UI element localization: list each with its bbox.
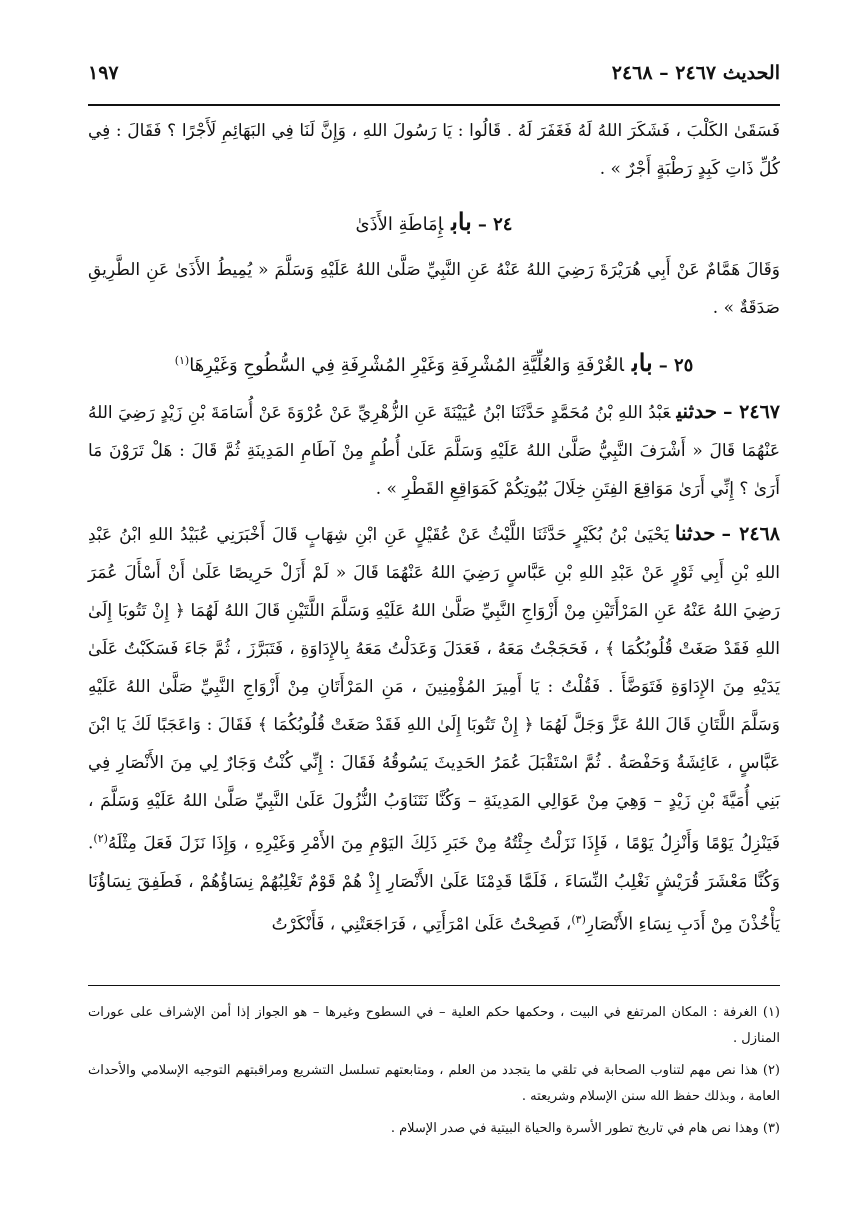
footnotes — [88, 985, 780, 1148]
intro-paragraph: فَسَقَىٰ الكَلْبَ ، فَشَكَرَ اللهُ لَهُ فَغَفَرَ لَهُ . قَالُوا : يَا رَسُولَ اللهِ ، وَإِنَّ لَنَا فِي البَهَائِمِ لَأَجْرًا ؟ فَقَالَ : فِي كُلِّ ذَاتِ كَبِدٍ رَطْبَةٍ أَجْرٌ » . — [88, 121, 780, 179]
book-page — [88, 62, 780, 943]
hadith-text-part1: يَحْيَىٰ بْنُ بُكَيْرٍ حَدَّثَنَا اللَّيْثُ عَنْ عُقَيْلٍ عَنِ ابْنِ شِهَابٍ قَالَ أَخْبَرَنِي عُبَيْدُ اللهِ ابْنُ عَبْدِ اللهِ بْنِ أَبِي ثَوْرٍ عَنْ عَبْدِ اللهِ بْنِ عَبَّاسٍ رَضِيَ اللهُ عَنْهُمَا قَالَ « لَمْ أَزَلْ حَرِيصًا عَلَىٰ أَنْ أَسْأَلَ عُمَرَ رَضِيَ اللهُ عَنْهُ عَنِ المَرْأَتَيْنِ مِنْ أَزْوَاجِ النَّبِيِّ صَلَّىٰ اللهُ عَلَيْهِ وَسَلَّمَ اللَّتَيْنِ قَالَ اللهُ لَهُمَا ﴿ إِنْ تَتُوبَا إِلَىٰ اللهِ فَقَدْ صَغَتْ قُلُوبُكُمَا ﴾ ، فَحَجَجْتُ مَعَهُ ، فَعَدَلَ وَعَدَلْتُ مَعَهُ بِالإِدَاوَةِ ، فَتَبَرَّزَ ، ثُمَّ جَاءَ فَسَكَبْتُ عَلَىٰ يَدَيْهِ مِنَ الإِدَاوَةِ فَتَوَضَّأَ . فَقُلْتُ : يَا أَمِيرَ المُؤْمِنِينَ ، مَنِ المَرْأَتَانِ مِنْ أَزْوَاجِ النَّبِيِّ صَلَّىٰ اللهُ عَلَيْهِ وَسَلَّمَ اللَّتَانِ قَالَ اللهُ عَزَّ وَجَلَّ لَهُمَا ﴿ إِنْ تَتُوبَا إِلَىٰ اللهِ فَقَدْ صَغَتْ قُلُوبُكُمَا ﴾ فَقَالَ : وَاعَجَبًا لَكَ يَا ابْنَ عَبَّاسٍ ، عَائِشَةُ وَحَفْصَةُ . ثُمَّ اسْتَقْبَلَ عُمَرُ الحَدِيثَ يَسُوقُهُ فَقَالَ : إِنِّي كُنْتُ وَجَارٌ لِي مِنَ الأَنْصَارِ فِي بَنِي أُمَيَّةَ بْنِ زَيْدٍ – وَهِيَ مِنْ عَوَالِي المَدِينَةِ – وَكُنَّا نَتَنَاوَبُ النُّزُولَ عَلَىٰ النَّبِيِّ صَلَّىٰ اللهُ عَلَيْهِ وَسَلَّمَ ، فَيَنْزِلُ يَوْمًا وَأَنْزِلُ يَوْمًا ، فَإِذَا نَزَلْتُ جِئْتُهُ مِنْ خَبَرِ ذَلِكَ اليَوْمِ مِنَ الأَمْرِ وَغَيْرِهِ ، وَإِذَا نَزَلَ فَعَلَ مِثْلَهُ — [88, 525, 780, 854]
chapter-title: إِمَاطَةِ الأَذَىٰ — [355, 214, 444, 235]
hadith-2468 — [88, 514, 780, 943]
footnote-marker: (٢) — [93, 832, 108, 845]
footnote-2: (٢) هذا نص مهم لتناوب الصحابة في تلقي ما يتجدد من العلم ، ومتابعتهم تسلسل التشريع ومراقبتهم التوجيه الإسلامي والأحداث العامة ، وبذلك حفظ الله سنن الإسلام وشريعته . — [88, 1063, 780, 1104]
chapter-24-text: وَقَالَ هَمَّامٌ عَنْ أَبِي هُرَيْرَةَ رَضِيَ اللهُ عَنْهُ عَنِ النَّبِيِّ صَلَّىٰ اللهُ عَلَيْهِ وَسَلَّمَ « يُمِيطُ الأَذَىٰ عَنِ الطَّرِيقِ صَدَقَةٌ » . — [88, 260, 780, 318]
running-title: الحديث ٢٤٦٧ – ٢٤٦٨ — [611, 62, 780, 84]
hadith-2467 — [88, 392, 780, 508]
chapter-24-heading — [88, 202, 780, 245]
page-number: ١٩٧ — [88, 62, 119, 84]
hadith-text: عَبْدُ اللهِ بْنُ مُحَمَّدٍ حَدَّثَنَا ابْنُ عُيَيْنَةَ عَنِ الزُّهْرِيِّ عَنْ عُرْوَةَ عَنْ أُسَامَةَ بْنِ زَيْدٍ رَضِيَ اللهُ عَنْهُمَا قَالَ « أَشْرَفَ النَّبِيُّ صَلَّىٰ اللهُ عَلَيْهِ وَسَلَّمَ عَلَىٰ أُطُمٍ مِنْ آطَامِ المَدِينَةِ ثُمَّ قَالَ : هَلْ تَرَوْنَ مَا أَرَىٰ ؟ إِنِّي أَرَىٰ مَوَاقِعَ الفِتَنِ خِلَالَ بُيُوتِكُمْ كَمَوَاقِعِ القَطْرِ » . — [88, 403, 780, 499]
chapter-number: ٢٥ – — [658, 355, 694, 376]
footnote-marker: (١) — [174, 354, 190, 367]
chapter-number: ٢٤ – — [477, 214, 513, 235]
footnote-marker: (٣) — [571, 912, 586, 926]
bab-label: باب — [451, 207, 472, 236]
page-header — [88, 62, 780, 102]
bab-label: باب — [632, 348, 653, 377]
narration-word: حدثني — [676, 399, 717, 423]
footnote-3: (٣) وهذا نص هام في تاريخ تطور الأسرة والحياة البيتية في صدر الإسلام . — [390, 1121, 780, 1136]
footnote-1: (١) الغرفة : المكان المرتفع في البيت ، وحكمها حكم العلية – في السطوح وغيرها – هو الجواز إذا أمن الإشراف على عورات المنازل . — [88, 1005, 780, 1046]
hadith-text-part2: . وَكُنَّا مَعْشَرَ قُرَيْشٍ نَغْلِبُ النِّسَاءَ ، فَلَمَّا قَدِمْنَا عَلَىٰ الأَنْصَارِ إِذْ هُمْ قَوْمٌ تَغْلِبُهُمْ نِسَاؤُهُمْ ، فَطَفِقَ نِسَاؤُنَا يَأْخُذْنَ مِنْ أَدَبِ نِسَاءِ الأَنْصَارِ — [88, 833, 780, 935]
narration-word: حدثنا — [674, 521, 716, 545]
chapter-25-heading — [88, 341, 780, 386]
hadith-number: ٢٤٦٧ – — [722, 401, 780, 423]
hadith-text-part3: ، فَصِحْتُ عَلَىٰ امْرَأَتِي ، فَرَاجَعَتْنِي ، فَأَنْكَرْتُ — [271, 914, 572, 935]
chapter-title: الغُرْفَةِ وَالعُلِّيَّةِ المُشْرِفَةِ وَغَيْرِ المُشْرِفَةِ فِي السُّطُوحِ وَغَيْرِهَا — [189, 355, 625, 376]
hadith-number: ٢٤٦٨ – — [721, 523, 780, 545]
header-divider — [88, 104, 780, 106]
